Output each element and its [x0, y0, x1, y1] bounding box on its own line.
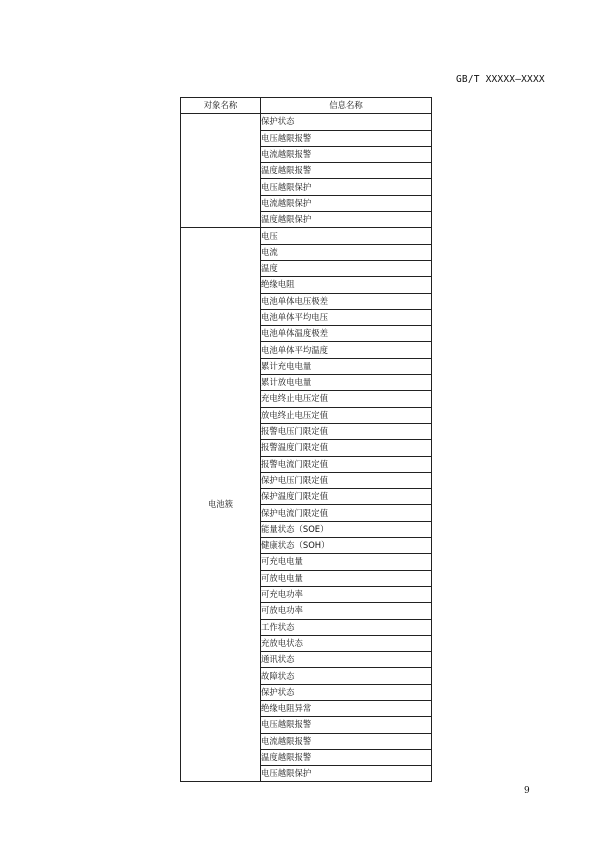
object-name-cell: 电池簇 — [181, 228, 261, 782]
table-row — [181, 114, 432, 130]
info-name-cell: 温度 — [261, 260, 432, 276]
info-name-cell: 电池单体平均温度 — [261, 342, 432, 358]
info-name-cell: 累计充电电量 — [261, 358, 432, 374]
info-name-cell: 报警电压门限定值 — [261, 423, 432, 439]
info-name-cell: 故障状态 — [261, 668, 432, 684]
info-name-cell: 电池单体平均电压 — [261, 309, 432, 325]
info-name-cell: 放电终止电压定值 — [261, 407, 432, 423]
info-name-cell: 可放电功率 — [261, 603, 432, 619]
table-row — [181, 228, 432, 244]
info-name-cell: 可充电电量 — [261, 554, 432, 570]
standard-code: GB/T XXXXX—XXXX — [456, 74, 545, 85]
object-info-table — [180, 97, 432, 782]
info-name-cell: 保护电流门限定值 — [261, 505, 432, 521]
info-name-cell: 绝缘电阻 — [261, 277, 432, 293]
info-name-cell: 保护温度门限定值 — [261, 489, 432, 505]
table-body — [181, 114, 432, 782]
info-name-cell: 温度越限保护 — [261, 212, 432, 228]
info-name-cell: 电压越限保护 — [261, 766, 432, 782]
info-name-cell: 电流 — [261, 244, 432, 260]
info-name-cell: 电流越限报警 — [261, 146, 432, 162]
info-name-cell: 工作状态 — [261, 619, 432, 635]
info-name-cell: 电压 — [261, 228, 432, 244]
info-name-cell: 保护状态 — [261, 684, 432, 700]
info-name-cell: 电压越限报警 — [261, 130, 432, 146]
info-name-cell: 电压越限保护 — [261, 179, 432, 195]
info-name-cell: 充放电状态 — [261, 635, 432, 651]
info-name-cell: 电压越限报警 — [261, 717, 432, 733]
info-name-cell: 通讯状态 — [261, 652, 432, 668]
column-header-object: 对象名称 — [181, 98, 261, 114]
info-name-cell: 报警电流门限定值 — [261, 456, 432, 472]
info-name-cell: 可充电功率 — [261, 586, 432, 602]
info-name-cell: 可放电电量 — [261, 570, 432, 586]
info-name-cell: 温度越限报警 — [261, 163, 432, 179]
info-name-cell: 报警温度门限定值 — [261, 440, 432, 456]
info-name-cell: 保护状态 — [261, 114, 432, 130]
object-name-cell — [181, 114, 261, 228]
info-name-cell: 累计放电电量 — [261, 375, 432, 391]
page-number: 9 — [524, 786, 530, 796]
info-name-cell: 健康状态（SOH） — [261, 538, 432, 554]
info-name-cell: 能量状态（SOE） — [261, 521, 432, 537]
info-name-cell: 电流越限报警 — [261, 733, 432, 749]
info-name-cell: 保护电压门限定值 — [261, 472, 432, 488]
column-header-info: 信息名称 — [261, 98, 432, 114]
info-name-cell: 电流越限保护 — [261, 195, 432, 211]
info-name-cell: 电池单体温度极差 — [261, 326, 432, 342]
info-name-cell: 温度越限报警 — [261, 749, 432, 765]
info-name-cell: 电池单体电压极差 — [261, 293, 432, 309]
table-header-row — [181, 98, 432, 114]
info-name-cell: 绝缘电阻异常 — [261, 700, 432, 716]
info-name-cell: 充电终止电压定值 — [261, 391, 432, 407]
